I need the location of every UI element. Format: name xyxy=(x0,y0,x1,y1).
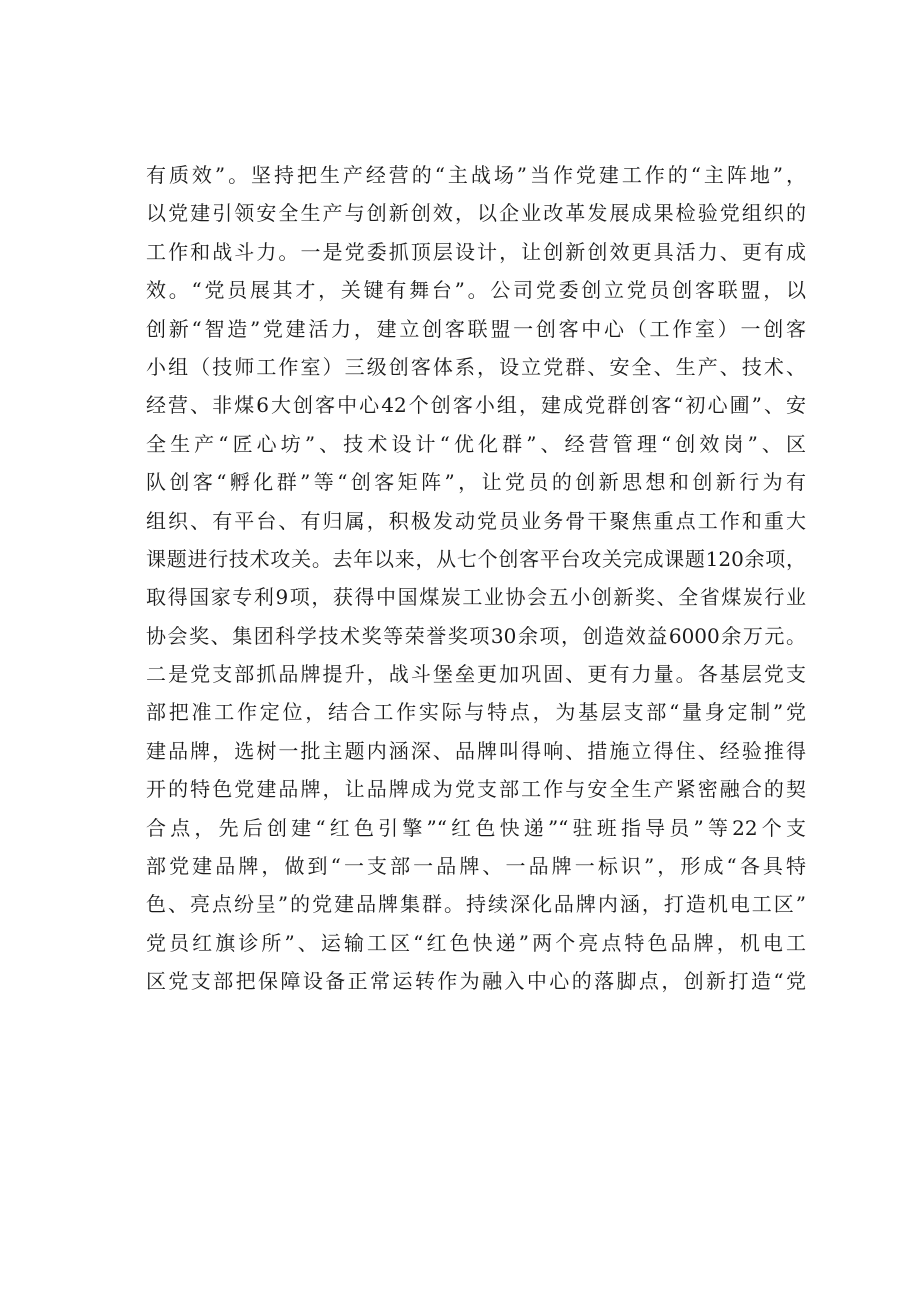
text-line-2: 以党建引领安全生产与创新创效，以企业改革发展成果检验党组织的 xyxy=(146,201,806,226)
text-line-20: 色、亮点纷呈”的党建品牌集群。持续深化品牌内涵，打造机电工区” xyxy=(146,892,806,917)
text-line-22: 区党支部把保障设备正常运转作为融入中心的落脚点，创新打造“党 xyxy=(146,969,806,994)
text-line-8: 全生产“匠心坊”、技术设计“优化群”、经营管理“创效岗”、区 xyxy=(146,431,806,456)
text-line-11: 课题进行技术攻关。去年以来，从七个创客平台攻关完成课题120余项， xyxy=(146,546,806,571)
text-line-5: 创新“智造”党建活力，建立创客联盟一创客中心（工作室）一创客 xyxy=(146,316,806,341)
text-line-16: 建品牌，选树一批主题内涵深、品牌叫得响、措施立得住、经验推得 xyxy=(146,738,806,763)
text-line-12: 取得国家专利9项，获得中国煤炭工业协会五小创新奖、全省煤炭行业 xyxy=(146,585,806,610)
text-line-7: 经营、非煤6大创客中心42个创客小组，建成党群创客“初心圃”、安 xyxy=(146,393,806,418)
text-line-13: 协会奖、集团科学技术奖等荣誉奖项30余项，创造效益6000余万元。 xyxy=(146,623,806,648)
text-line-1: 有质效”。坚持把生产经营的“主战场”当作党建工作的“主阵地”， xyxy=(146,163,806,187)
text-line-21: 党员红旗诊所”、运输工区“红色快递”两个亮点特色品牌，机电工 xyxy=(146,930,806,955)
text-line-4: 效。“党员展其才，关键有舞台”。公司党委创立党员创客联盟，以 xyxy=(146,278,806,303)
text-line-10: 组织、有平台、有归属，积极发动党员业务骨干聚焦重点工作和重大 xyxy=(146,508,806,533)
text-line-14: 二是党支部抓品牌提升，战斗堡垒更加巩固、更有力量。各基层党支 xyxy=(146,662,806,687)
text-line-15: 部把准工作定位，结合工作实际与特点，为基层支部“量身定制”党 xyxy=(146,700,806,725)
text-line-6: 小组（技师工作室）三级创客体系，设立党群、安全、生产、技术、 xyxy=(146,354,806,379)
text-line-19: 部党建品牌，做到“一支部一品牌、一品牌一标识”，形成“各具特 xyxy=(146,854,806,879)
text-line-17: 开的特色党建品牌，让品牌成为党支部工作与安全生产紧密融合的契 xyxy=(146,777,806,802)
body-text xyxy=(146,156,806,1001)
text-line-3: 工作和战斗力。一是党委抓顶层设计，让创新创效更具活力、更有成 xyxy=(146,239,806,264)
text-line-18: 合点，先后创建“红色引擎”“红色快递”“驻班指导员”等22个支 xyxy=(146,815,806,840)
text-line-9: 队创客“孵化群”等“创客矩阵”，让党员的创新思想和创新行为有 xyxy=(146,470,806,495)
